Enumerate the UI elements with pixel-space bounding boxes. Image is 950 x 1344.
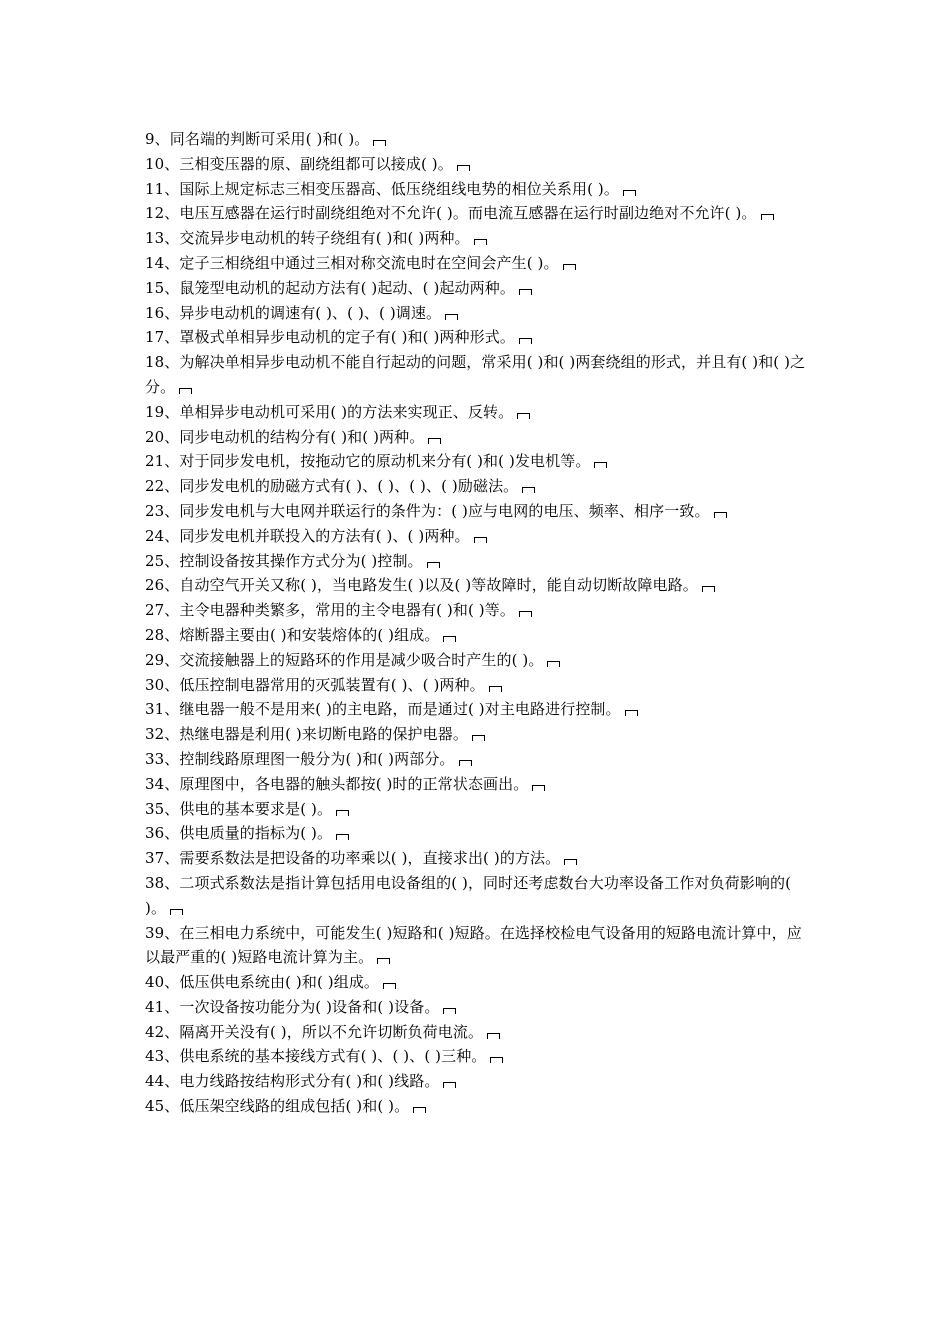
question-text: 35、供电的基本要求是( )。: [145, 799, 333, 818]
question-text: 33、控制线路原理图一般分为( )和( )两部分。: [145, 749, 455, 768]
question-text: 9、同名端的判断可采用( )和( )。: [145, 130, 370, 148]
question-item: [145, 177, 810, 202]
question-text: 45、低压架空线路的组成包括( )和( )。: [145, 1097, 410, 1116]
question-text: 21、对于同步发电机，按拖动它的原动机来分有( )和( )发电机等。: [145, 452, 591, 471]
question-text: 32、热继电器是利用( )来切断电路的保护电器。: [145, 725, 468, 744]
return-mark-icon: [702, 586, 715, 592]
question-text: 29、交流接触器上的短路环的作用是减少吸合时产生的( )。: [145, 650, 544, 669]
question-item: [145, 474, 810, 499]
return-mark-icon: [594, 462, 607, 468]
question-item: [145, 921, 810, 971]
return-mark-icon: [489, 686, 502, 692]
question-text: 16、异步电动机的调速有( )、( )、( )调速。: [145, 303, 442, 322]
return-mark-icon: [474, 239, 487, 245]
question-item: [145, 772, 810, 797]
question-item: [145, 524, 810, 549]
return-mark-icon: [443, 1008, 456, 1014]
question-item: [145, 797, 810, 822]
return-mark-icon: [547, 661, 560, 667]
question-text: 39、在三相电力系统中，可能发生( )短路和( )短路。在选择校检电气设备用的短路电流计算中，应以最严重的( )短路电流计算为主。: [145, 923, 802, 967]
question-text: 42、隔离开关没有( )，所以不允许切断负荷电流。: [145, 1022, 484, 1041]
question-item: [145, 400, 810, 425]
question-item: [145, 499, 810, 524]
question-text: 43、供电系统的基本接线方式有( )、( )、( )三种。: [145, 1047, 487, 1066]
return-mark-icon: [457, 165, 470, 171]
return-mark-icon: [428, 438, 441, 444]
question-text: 17、罩极式单相异步电动机的定子有( )和( )两种形式。: [145, 328, 515, 347]
question-item: [145, 201, 810, 226]
return-mark-icon: [761, 214, 774, 220]
question-text: 37、需要系数法是把设备的功率乘以( )，直接求出( )的方法。: [145, 849, 561, 868]
return-mark-icon: [383, 983, 396, 989]
question-text: 44、电力线路按结构形式分有( )和( )线路。: [145, 1072, 440, 1091]
return-mark-icon: [472, 735, 485, 741]
return-mark-icon: [445, 314, 458, 320]
question-item: [145, 623, 810, 648]
question-item: [145, 549, 810, 574]
question-text: 22、同步发电机的励磁方式有( )、( )、( )、( )励磁法。: [145, 477, 519, 496]
question-item: [145, 127, 810, 152]
return-mark-icon: [427, 562, 440, 568]
question-item: [145, 871, 810, 921]
return-mark-icon: [377, 958, 390, 964]
question-text: 31、继电器一般不是用来( )的主电路，而是通过( )对主电路进行控制。: [145, 700, 621, 719]
return-mark-icon: [490, 1057, 503, 1063]
question-item: [145, 425, 810, 450]
return-mark-icon: [532, 785, 545, 791]
return-mark-icon: [474, 537, 487, 543]
question-item: [145, 1069, 810, 1094]
question-text: 13、交流异步电动机的转子绕组有( )和( )两种。: [145, 229, 470, 248]
question-item: [145, 449, 810, 474]
question-item: [145, 1044, 810, 1069]
return-mark-icon: [623, 190, 636, 196]
return-mark-icon: [519, 289, 532, 295]
question-item: [145, 1020, 810, 1045]
return-mark-icon: [170, 909, 183, 915]
question-item: [145, 301, 810, 326]
return-mark-icon: [522, 487, 535, 493]
return-mark-icon: [413, 1107, 426, 1113]
question-text: 34、原理图中，各电器的触头都按( )时的正常状态画出。: [145, 774, 529, 793]
return-mark-icon: [517, 413, 530, 419]
question-text: 28、熔断器主要由( )和安装熔体的( )组成。: [145, 625, 440, 644]
question-text: 18、为解决单相异步电动机不能自行起动的问题，常采用( )和( )两套绕组的形式，并且有( )和( )之分。: [145, 353, 806, 396]
question-text: 25、控制设备按其操作方式分为( )控制。: [145, 551, 423, 570]
return-mark-icon: [519, 611, 532, 617]
return-mark-icon: [519, 338, 532, 344]
document-page: [145, 127, 810, 1119]
question-text: 11、国际上规定标志三相变压器高、低压绕组线电势的相位关系用( )。: [145, 179, 619, 198]
question-item: [145, 251, 810, 276]
return-mark-icon: [373, 140, 386, 146]
question-item: [145, 648, 810, 673]
question-item: [145, 846, 810, 871]
question-item: [145, 995, 810, 1020]
question-text: 12、电压互感器在运行时副绕组绝对不允许( )。而电流互感器在运行时副边绝对不允许( )。: [145, 204, 757, 223]
question-item: [145, 573, 810, 598]
return-mark-icon: [564, 859, 577, 865]
return-mark-icon: [443, 636, 456, 642]
question-text: 40、低压供电系统由( )和( )组成。: [145, 973, 380, 992]
question-item: [145, 697, 810, 722]
question-item: [145, 673, 810, 698]
question-text: 20、同步电动机的结构分有( )和( )两种。: [145, 427, 425, 446]
question-text: 38、二项式系数法是指计算包括用电设备组的( )，同时还考虑数台大功率设备工作对负荷影响的( )。: [145, 873, 792, 917]
question-text: 19、单相异步电动机可采用( )的方法来实现正、反转。: [145, 402, 514, 421]
question-item: [145, 970, 810, 995]
question-item: [145, 1094, 810, 1119]
question-item: [145, 350, 810, 400]
return-mark-icon: [459, 760, 472, 766]
return-mark-icon: [625, 710, 638, 716]
question-text: 10、三相变压器的原、副绕组都可以接成( )。: [145, 154, 453, 173]
return-mark-icon: [714, 512, 727, 518]
question-item: [145, 598, 810, 623]
question-text: 27、主令电器种类繁多，常用的主令电器有( )和( )等。: [145, 601, 515, 620]
question-text: 15、鼠笼型电动机的起动方法有( )起动、( )起动两种。: [145, 278, 515, 297]
question-text: 23、同步发电机与大电网并联运行的条件为：( )应与电网的电压、频率、相序一致。: [145, 501, 710, 520]
return-mark-icon: [487, 1033, 500, 1039]
return-mark-icon: [336, 834, 349, 840]
return-mark-icon: [336, 810, 349, 816]
question-item: [145, 722, 810, 747]
return-mark-icon: [179, 388, 192, 394]
question-text: 30、低压控制电器常用的灭弧装置有( )、( )两种。: [145, 675, 485, 694]
question-text: 26、自动空气开关又称( )，当电路发生( )以及( )等故障时，能自动切断故障电路。: [145, 576, 698, 595]
question-item: [145, 747, 810, 772]
question-text: 41、一次设备按功能分为( )设备和( )设备。: [145, 997, 440, 1016]
question-item: [145, 152, 810, 177]
question-item: [145, 821, 810, 846]
question-text: 24、同步发电机并联投入的方法有( )、( )两种。: [145, 526, 470, 545]
question-text: 36、供电质量的指标为( )。: [145, 824, 333, 843]
question-item: [145, 276, 810, 301]
question-item: [145, 226, 810, 251]
question-item: [145, 325, 810, 350]
return-mark-icon: [563, 264, 576, 270]
question-text: 14、定子三相绕组中通过三相对称交流电时在空间会产生( )。: [145, 253, 559, 272]
return-mark-icon: [443, 1082, 456, 1088]
